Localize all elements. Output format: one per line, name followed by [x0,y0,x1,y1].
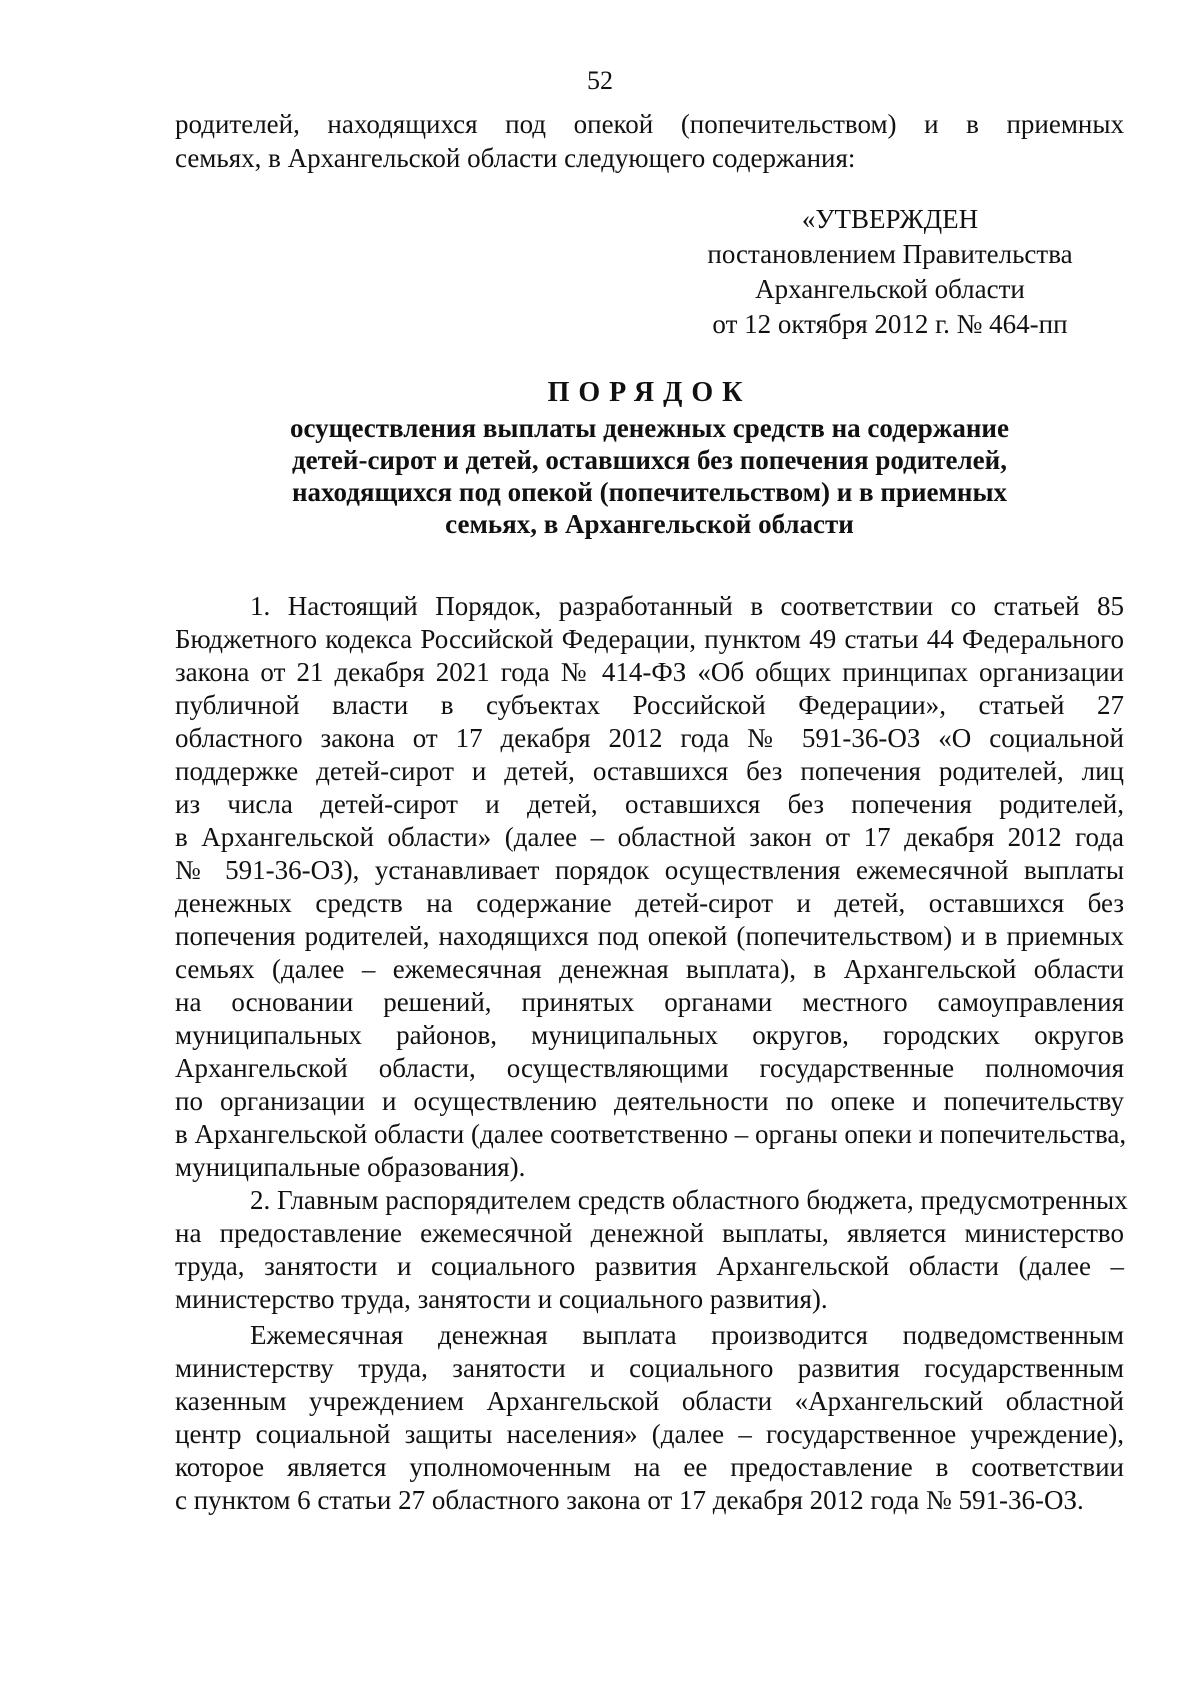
paragraph-line: Ежемесячная денежная выплата производится подведомственным [250,1320,1124,1350]
paragraph-line: муниципальные образования). [175,1152,526,1182]
paragraph-line: Бюджетного кодекса Российской Федерации, пунктом 49 статьи 44 Федерального [175,624,1124,654]
paragraph-line: семьях (далее – ежемесячная денежная выплата), в Архангельской области [175,954,1124,984]
paragraph-line: закона от 21 декабря 2021 года № 414-ФЗ «Об общих принципах организации [175,657,1124,687]
approval-line: Архангельской области [755,274,1025,304]
paragraph-line: Архангельской области, осуществляющими государственные полномочия [175,1053,1124,1083]
paragraph-line: из числа детей-сирот и детей, оставшихся без попечения родителей, [175,789,1124,819]
paragraph-line: поддержке детей-сирот и детей, оставшихся без попечения родителей, лиц [175,756,1124,786]
document-subtitle-line: семьях, в Архангельской области [445,509,854,539]
paragraph-line: областного закона от 17 декабря 2012 года № 591-36-ОЗ «О социальной [175,723,1124,753]
paragraph-line: с пунктом 6 статьи 27 областного закона от 17 декабря 2012 года № 591-36-ОЗ. [175,1485,1084,1515]
paragraph-line: центр социальной защиты населения» (далее – государственное учреждение), [175,1419,1124,1449]
paragraph-line: министерству труда, занятости и социального развития государственным [175,1353,1124,1383]
document-subtitle-line: осуществления выплаты денежных средств на содержание [290,413,1009,443]
intro-line: семьях, в Архангельской области следующего содержания: [175,143,856,173]
paragraph-line: на основании решений, принятых органами местного самоуправления [175,987,1124,1017]
paragraph-line: муниципальных районов, муниципальных округов, городских округов [175,1020,1124,1050]
paragraph-line: на предоставление ежемесячной денежной выплаты, является министерство [175,1218,1124,1248]
approval-line: от 12 октября 2012 г. № 464-пп [712,309,1068,339]
page-number: 52 [587,66,613,95]
paragraph-line: № 591-36-ОЗ), устанавливает порядок осуществления ежемесячной выплаты [175,855,1124,885]
paragraph-line: министерство труда, занятости и социального развития). [175,1284,828,1314]
paragraph-line: 1. Настоящий Порядок, разработанный в соответствии со статьей 85 [250,591,1124,621]
paragraph-line: казенным учреждением Архангельской области «Архангельский областной [175,1386,1124,1416]
paragraph-line: публичной власти в субъектах Российской Федерации», статьей 27 [175,690,1124,720]
document-title: ПОРЯДОК [547,377,752,408]
paragraph-line: 2. Главным распорядителем средств областного бюджета, предусмотренных [250,1185,1128,1215]
paragraph-line: в Архангельской области (далее соответственно – органы опеки и попечительства, [175,1119,1127,1149]
document-subtitle-line: находящихся под опекой (попечительством) и в приемных [291,477,1008,507]
paragraph-line: в Архангельской области» (далее – областной закон от 17 декабря 2012 года [175,822,1124,852]
paragraph-line: труда, занятости и социального развития Архангельской области (далее – [175,1251,1124,1281]
approval-line: «УТВЕРЖДЕН [801,204,979,234]
document-subtitle-line: детей-сирот и детей, оставшихся без попечения родителей, [292,445,1007,475]
paragraph-line: по организации и осуществлению деятельности по опеке и попечительству [175,1086,1124,1116]
paragraph-line: попечения родителей, находящихся под опекой (попечительством) и в приемных [175,921,1124,951]
approval-line: постановлением Правительства [707,239,1073,269]
intro-line: родителей, находящихся под опекой (попечительством) и в приемных [175,109,1124,139]
paragraph-line: которое является уполномоченным на ее предоставление в соответствии [175,1452,1124,1482]
paragraph-line: денежных средств на содержание детей-сирот и детей, оставшихся без [175,888,1124,918]
